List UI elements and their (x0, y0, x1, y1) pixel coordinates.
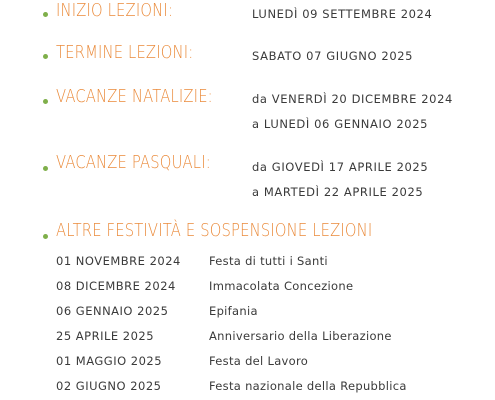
festivita-date: 08 DICEMBRE 2024 (56, 279, 176, 293)
festivita-name: Anniversario della Liberazione (209, 329, 392, 343)
festivita-name: Festa del Lavoro (209, 354, 309, 368)
bullet-icon (43, 166, 48, 171)
date-pasquali-end: a MARTEDÌ 22 APRILE 2025 (252, 185, 424, 199)
date-termine-lezioni: SABATO 07 GIUGNO 2025 (252, 49, 414, 63)
date-natalizie-start: da VENERDÌ 20 DICEMBRE 2024 (252, 92, 453, 106)
heading-altre-festivita: ALTRE FESTIVITÀ E SOSPENSIONE LEZIONI (56, 220, 373, 241)
festivita-date: 01 NOVEMBRE 2024 (56, 254, 181, 268)
festivita-name: Festa nazionale della Repubblica (209, 379, 407, 393)
heading-vacanze-pasquali: VACANZE PASQUALI: (56, 152, 211, 173)
bullet-icon (43, 99, 48, 104)
festivita-name: Immacolata Concezione (209, 279, 354, 293)
festivita-date: 01 MAGGIO 2025 (56, 354, 163, 368)
bullet-icon (43, 54, 48, 59)
date-pasquali-start: da GIOVEDÌ 17 APRILE 2025 (252, 160, 429, 174)
festivita-name: Epifania (209, 304, 258, 318)
festivita-name: Festa di tutti i Santi (209, 254, 328, 268)
date-inizio-lezioni: LUNEDÌ 09 SETTEMBRE 2024 (252, 7, 433, 21)
heading-inizio-lezioni: INIZIO LEZIONI: (56, 0, 173, 21)
festivita-date: 25 APRILE 2025 (56, 329, 155, 343)
festivita-date: 06 GENNAIO 2025 (56, 304, 169, 318)
date-natalizie-end: a LUNEDÌ 06 GENNAIO 2025 (252, 117, 429, 131)
heading-vacanze-natalizie: VACANZE NATALIZIE: (56, 86, 213, 107)
bullet-icon (43, 12, 48, 17)
bullet-icon (43, 234, 48, 239)
festivita-date: 02 GIUGNO 2025 (56, 379, 162, 393)
heading-termine-lezioni: TERMINE LEZIONI: (56, 42, 194, 63)
